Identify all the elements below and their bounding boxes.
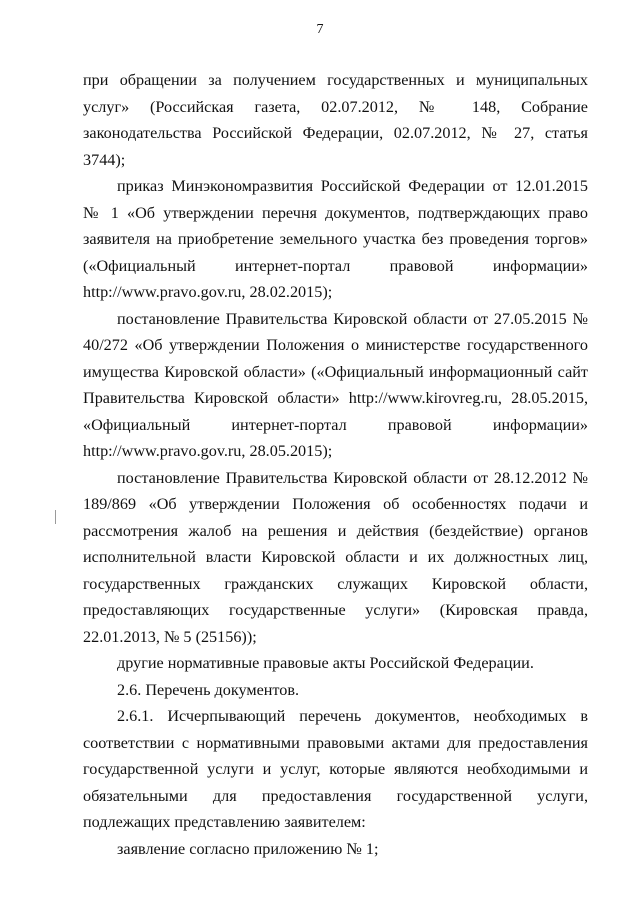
paragraph-continuation-law-citation: при обращении за получением государственных и муниципальных услуг» (Российская газета, 02.07.2012, № 148, Собрание законодательства Российской Федерации, 02.07.2012, № 27, статья 3744); (83, 71, 588, 169)
paragraph-application-annex-1: заявление согласно приложению № 1; (117, 839, 379, 858)
paragraph-other-legal-acts: другие нормативные правовые акты Российской Федерации. (117, 654, 534, 672)
paragraph-order-ministry-economic-development: приказ Минэкономразвития Российской Федерации от 12.01.2015 № 1 «Об утверждении перечня документов, подтверждающих право заявителя на приобретение земельного участка без проведения торгов» («Официальный интернет-портал правовой информации» http://www.pravo.gov.ru, 28.02.2015); (83, 177, 588, 301)
paragraph-resolution-189-869: постановление Правительства Кировской области от 28.12.2012 № 189/869 «Об утверждении Положения об особенностях подачи и рассмотрения жалоб на решения и действия (бездействие) органов исполнительной власти Кировской области и их должностных лиц, государственных гражданских служащих Кировской области, предоставляющих государственные услуги» (Кировская правда, 22.01.2013, № 5 (25156)); (83, 468, 588, 646)
section-heading-2-6: 2.6. Перечень документов. (117, 680, 300, 699)
page-number: 7 (316, 22, 324, 37)
paragraph-resolution-40-272: постановление Правительства Кировской области от 27.05.2015 № 40/272 «Об утверждении Положения о министерстве государственного имущества Кировской области» («Официальный информационный сайт Правительства Кировской области» http://www.kirovreg.ru, 28.05.2015, «Официальный интернет-портал правовой информации» http://www.pravo.gov.ru, 28.05.2015); (83, 309, 588, 460)
paragraph-2-6-1: 2.6.1. Исчерпывающий перечень документов, необходимых в соответствии с нормативными правовыми актами для предоставления государственной услуги и услуг, которые являются необходимыми и обязательными для предоставления государственной услуги, подлежащих представлению заявителем: (83, 707, 588, 831)
document-body (83, 67, 588, 862)
margin-scan-mark (55, 510, 56, 524)
